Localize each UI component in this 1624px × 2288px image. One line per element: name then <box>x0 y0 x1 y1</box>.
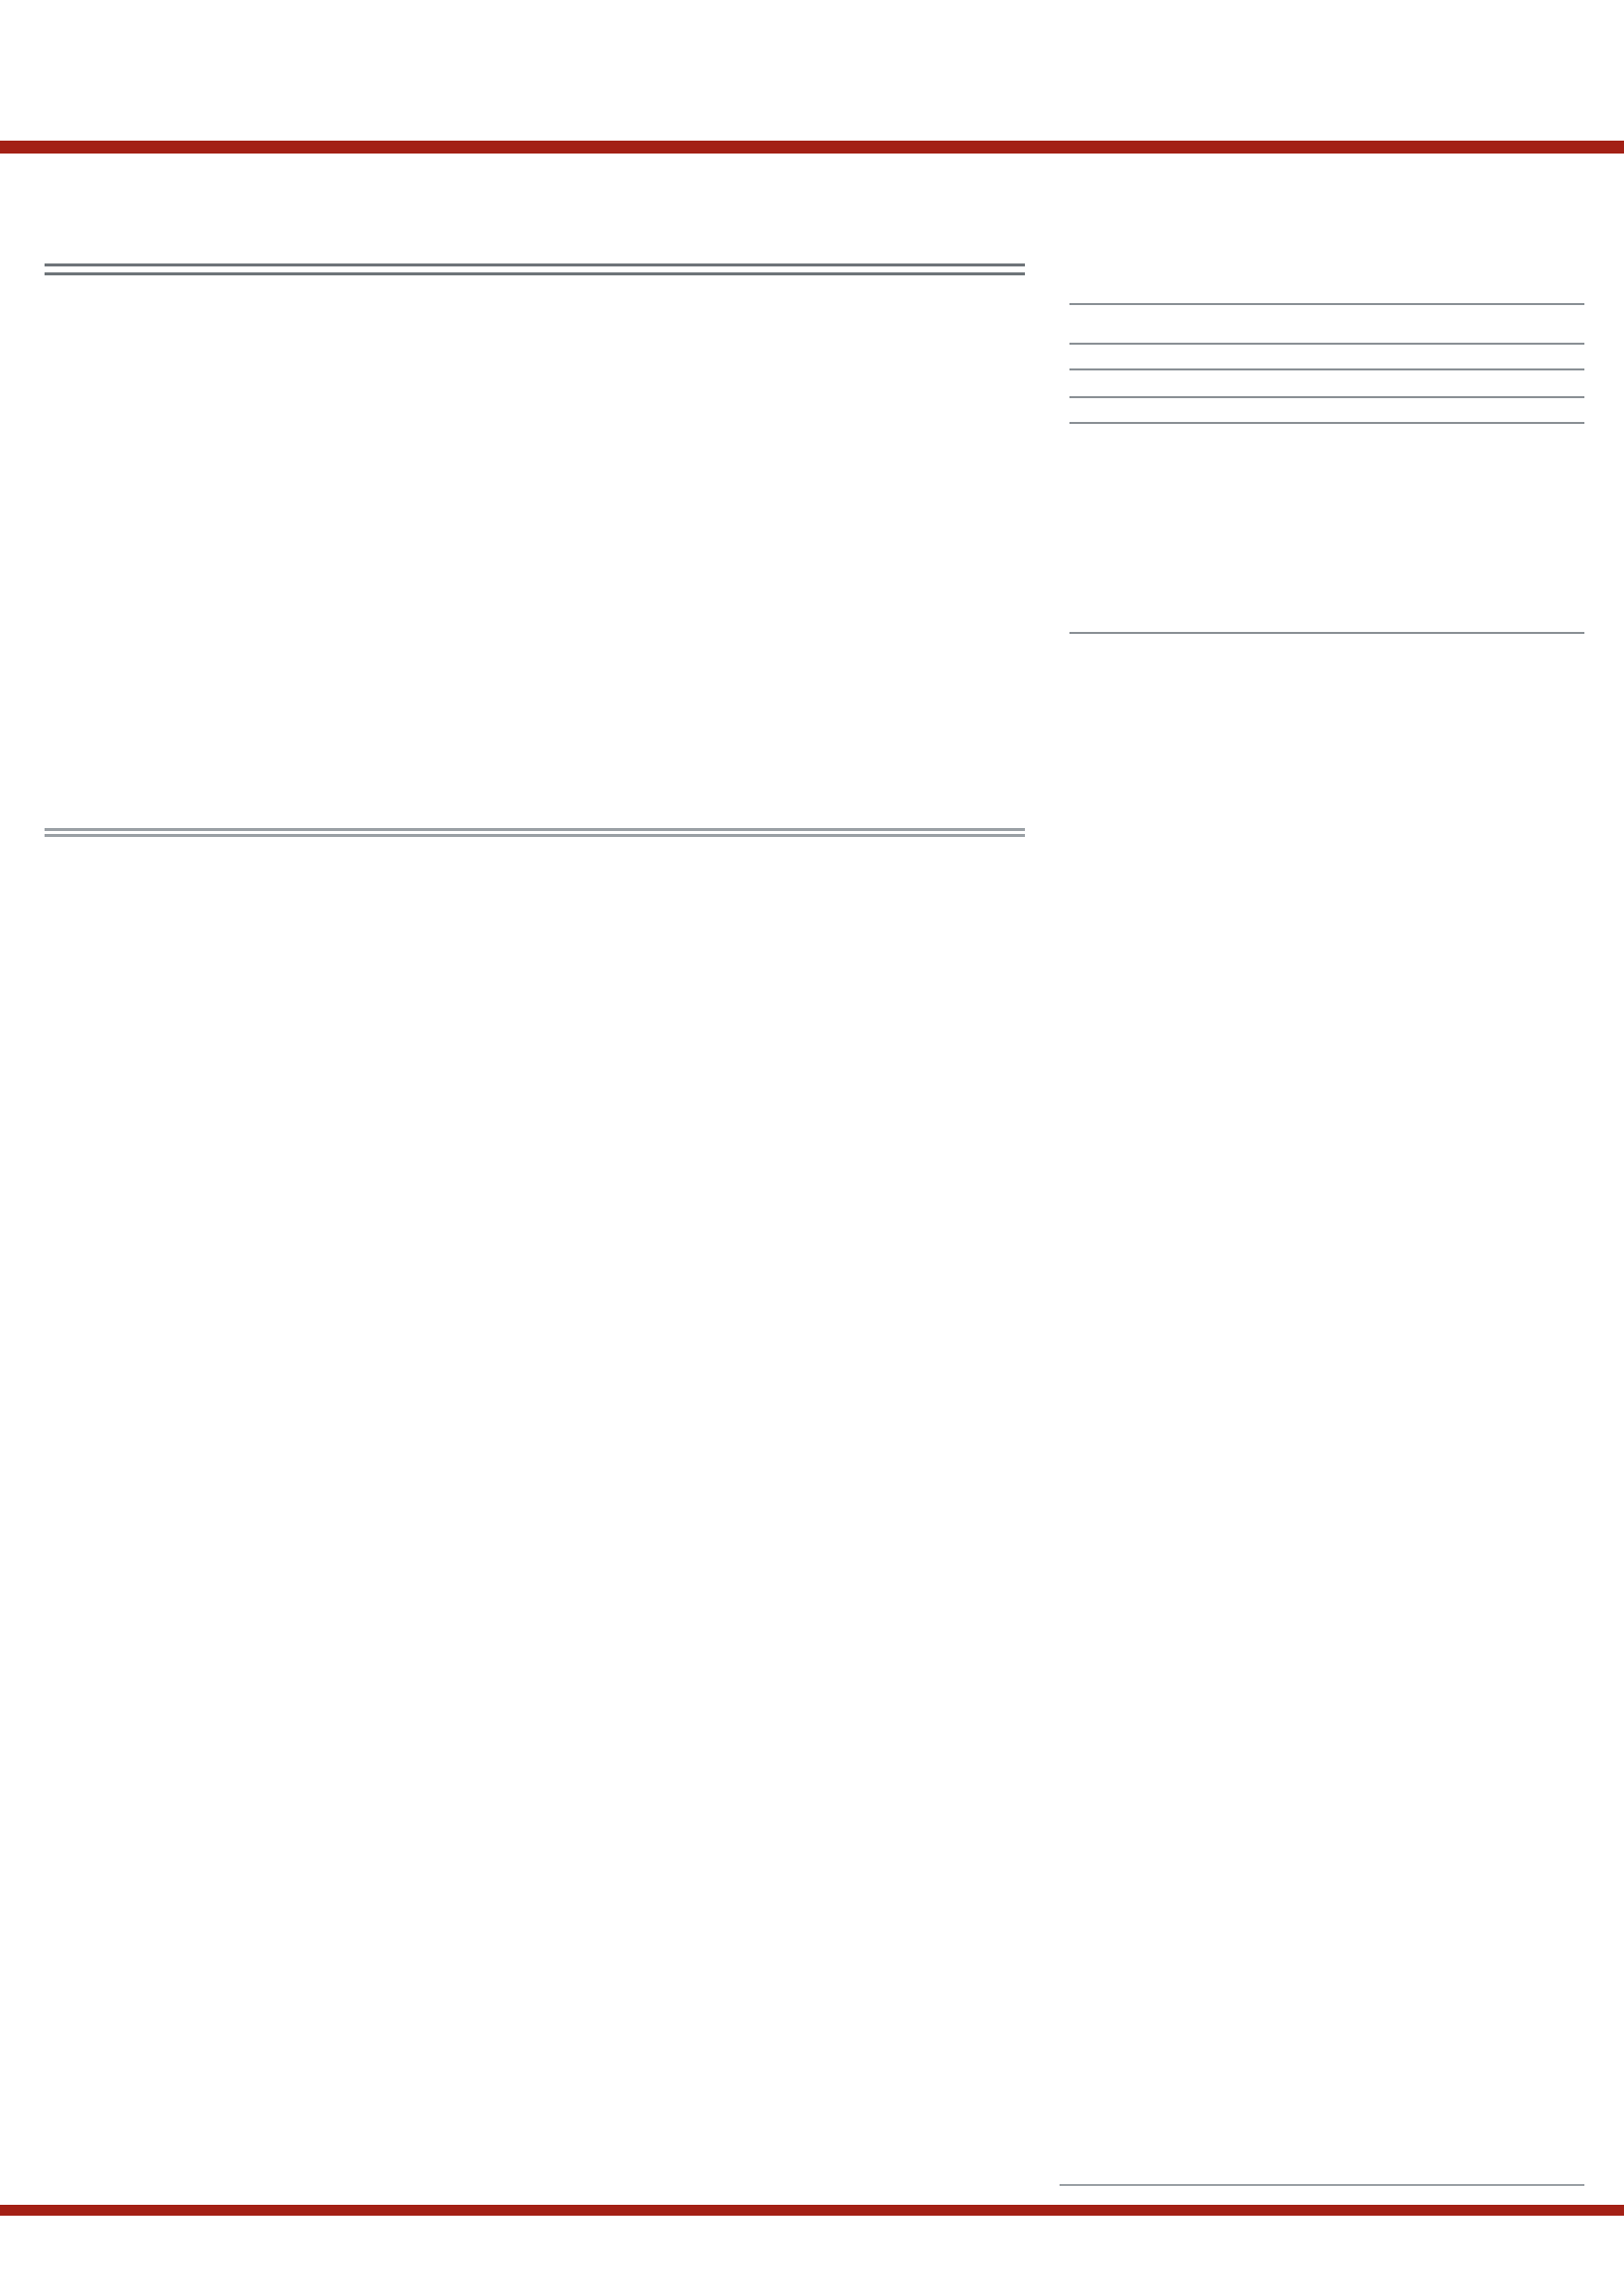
weight-control-section <box>1060 337 1584 345</box>
weight-control-header <box>1060 337 1584 345</box>
research-section <box>1060 363 1584 370</box>
body-composition-table <box>45 263 1025 275</box>
qr-code <box>1418 436 1584 602</box>
header-rule <box>1069 303 1584 305</box>
research-header <box>1060 363 1584 370</box>
segmental-lean-column <box>45 307 521 798</box>
segmental-fat-panel <box>549 368 1025 788</box>
qr-row <box>1060 436 1584 602</box>
score-header <box>1060 297 1584 305</box>
right-column-endline <box>1060 2184 1584 2186</box>
right-column <box>1060 297 1584 644</box>
qr-header <box>1060 416 1584 424</box>
header-rule <box>1069 422 1584 424</box>
header-rule <box>1069 343 1584 345</box>
footer-red-bar <box>0 2205 1624 2216</box>
header-red-bar <box>0 141 1624 154</box>
segmental-analysis-row <box>45 307 1025 798</box>
header-rule <box>1069 368 1584 370</box>
left-column <box>45 254 1025 837</box>
header-rule <box>1069 632 1584 634</box>
interpretation-header <box>1060 390 1584 398</box>
segmental-lean-panel <box>45 368 521 788</box>
impedance-section <box>1060 626 1584 634</box>
history-table <box>45 828 1025 837</box>
impedance-header <box>1060 626 1584 634</box>
header-rule <box>1069 396 1584 398</box>
qr-instruction <box>1060 436 1418 602</box>
history-section <box>45 828 1025 837</box>
segmental-fat-column <box>549 307 1025 798</box>
